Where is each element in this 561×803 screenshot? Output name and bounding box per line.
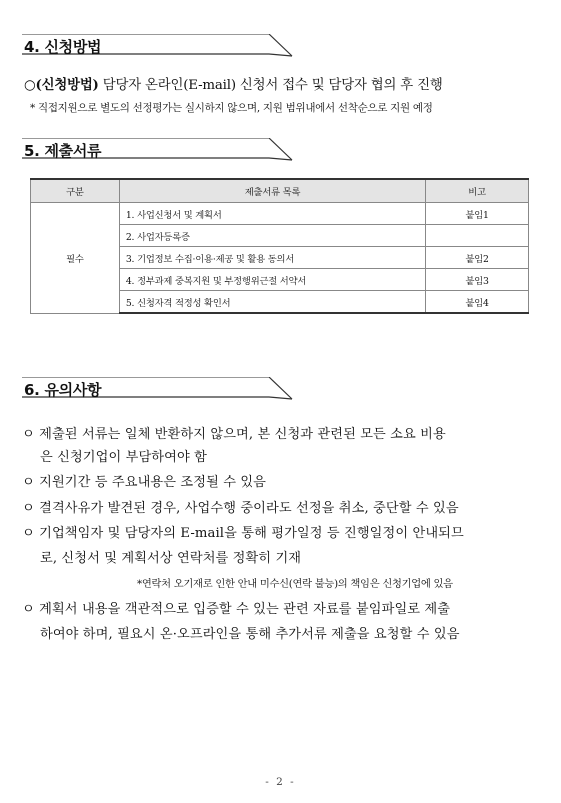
header-remarks: 비고 [426,179,529,203]
doc-item: 4. 정부과제 중복지원 및 부정행위근절 서약서 [119,269,425,291]
apply-method-note: * 직접지원으로 별도의 선정평가는 실시하지 않으며, 지원 범위내에서 선착순으로 지원 예정 [30,102,433,114]
apply-method-label: ○(신청방법) [24,77,99,93]
notice-item-cont: 하여야 하며, 필요시 온·오프라인을 통해 추가서류 제출을 요청할 수 있음 [40,627,460,642]
table-row [31,203,529,225]
table-header-row [31,179,529,203]
doc-remark: 붙임2 [426,247,529,269]
section-header-5 [22,138,292,160]
apply-method-text: 담당자 온라인(E-mail) 신청서 접수 및 담당자 협의 후 진행 [98,78,443,93]
section-header-6 [22,377,292,399]
doc-remark: 붙임4 [426,291,529,314]
doc-remark [426,225,529,247]
section-title: 6. 유의사항 [24,381,102,399]
notice-item: ㅇ 제출된 서류는 일체 반환하지 않으며, 본 신청과 관련된 모든 소요 비용 [22,427,446,442]
notice-item: ㅇ 결격사유가 발견된 경우, 사업수행 중이라도 선정을 취소, 중단할 수 있음 [22,501,459,516]
header-category: 구분 [31,179,120,203]
doc-item: 2. 사업자등록증 [119,225,425,247]
documents-table [30,178,529,314]
header-documents: 제출서류 목록 [119,179,425,203]
section-title: 4. 신청방법 [24,38,102,56]
section-header-4 [22,34,292,56]
notice-item-cont: 은 신청기업이 부담하여야 함 [40,450,207,465]
notice-footnote: *연락처 오기재로 인한 안내 미수신(연락 불능)의 책임은 신청기업에 있음 [137,578,453,590]
doc-item: 5. 신청자격 적정성 확인서 [119,291,425,314]
notice-item: ㅇ 계획서 내용을 객관적으로 입증할 수 있는 관련 자료를 붙임파일로 제출 [22,602,451,617]
notice-item-cont: 로, 신청서 및 계획서상 연락처를 정확히 기재 [40,551,302,566]
doc-remark: 붙임3 [426,269,529,291]
section-title: 5. 제출서류 [24,142,102,160]
doc-item: 1. 사업신청서 및 계획서 [119,203,425,225]
page-number: - 2 - [265,776,296,788]
apply-method-line [24,74,443,93]
doc-item: 3. 기업정보 수집·이용·제공 및 활용 동의서 [119,247,425,269]
notice-item: ㅇ 지원기간 등 주요내용은 조정될 수 있음 [22,475,267,490]
notice-item: ㅇ 기업책임자 및 담당자의 E-mail을 통해 평가일정 등 진행일정이 안내되므 [22,526,464,541]
doc-remark: 붙임1 [426,203,529,225]
group-cell: 필수 [31,203,120,314]
